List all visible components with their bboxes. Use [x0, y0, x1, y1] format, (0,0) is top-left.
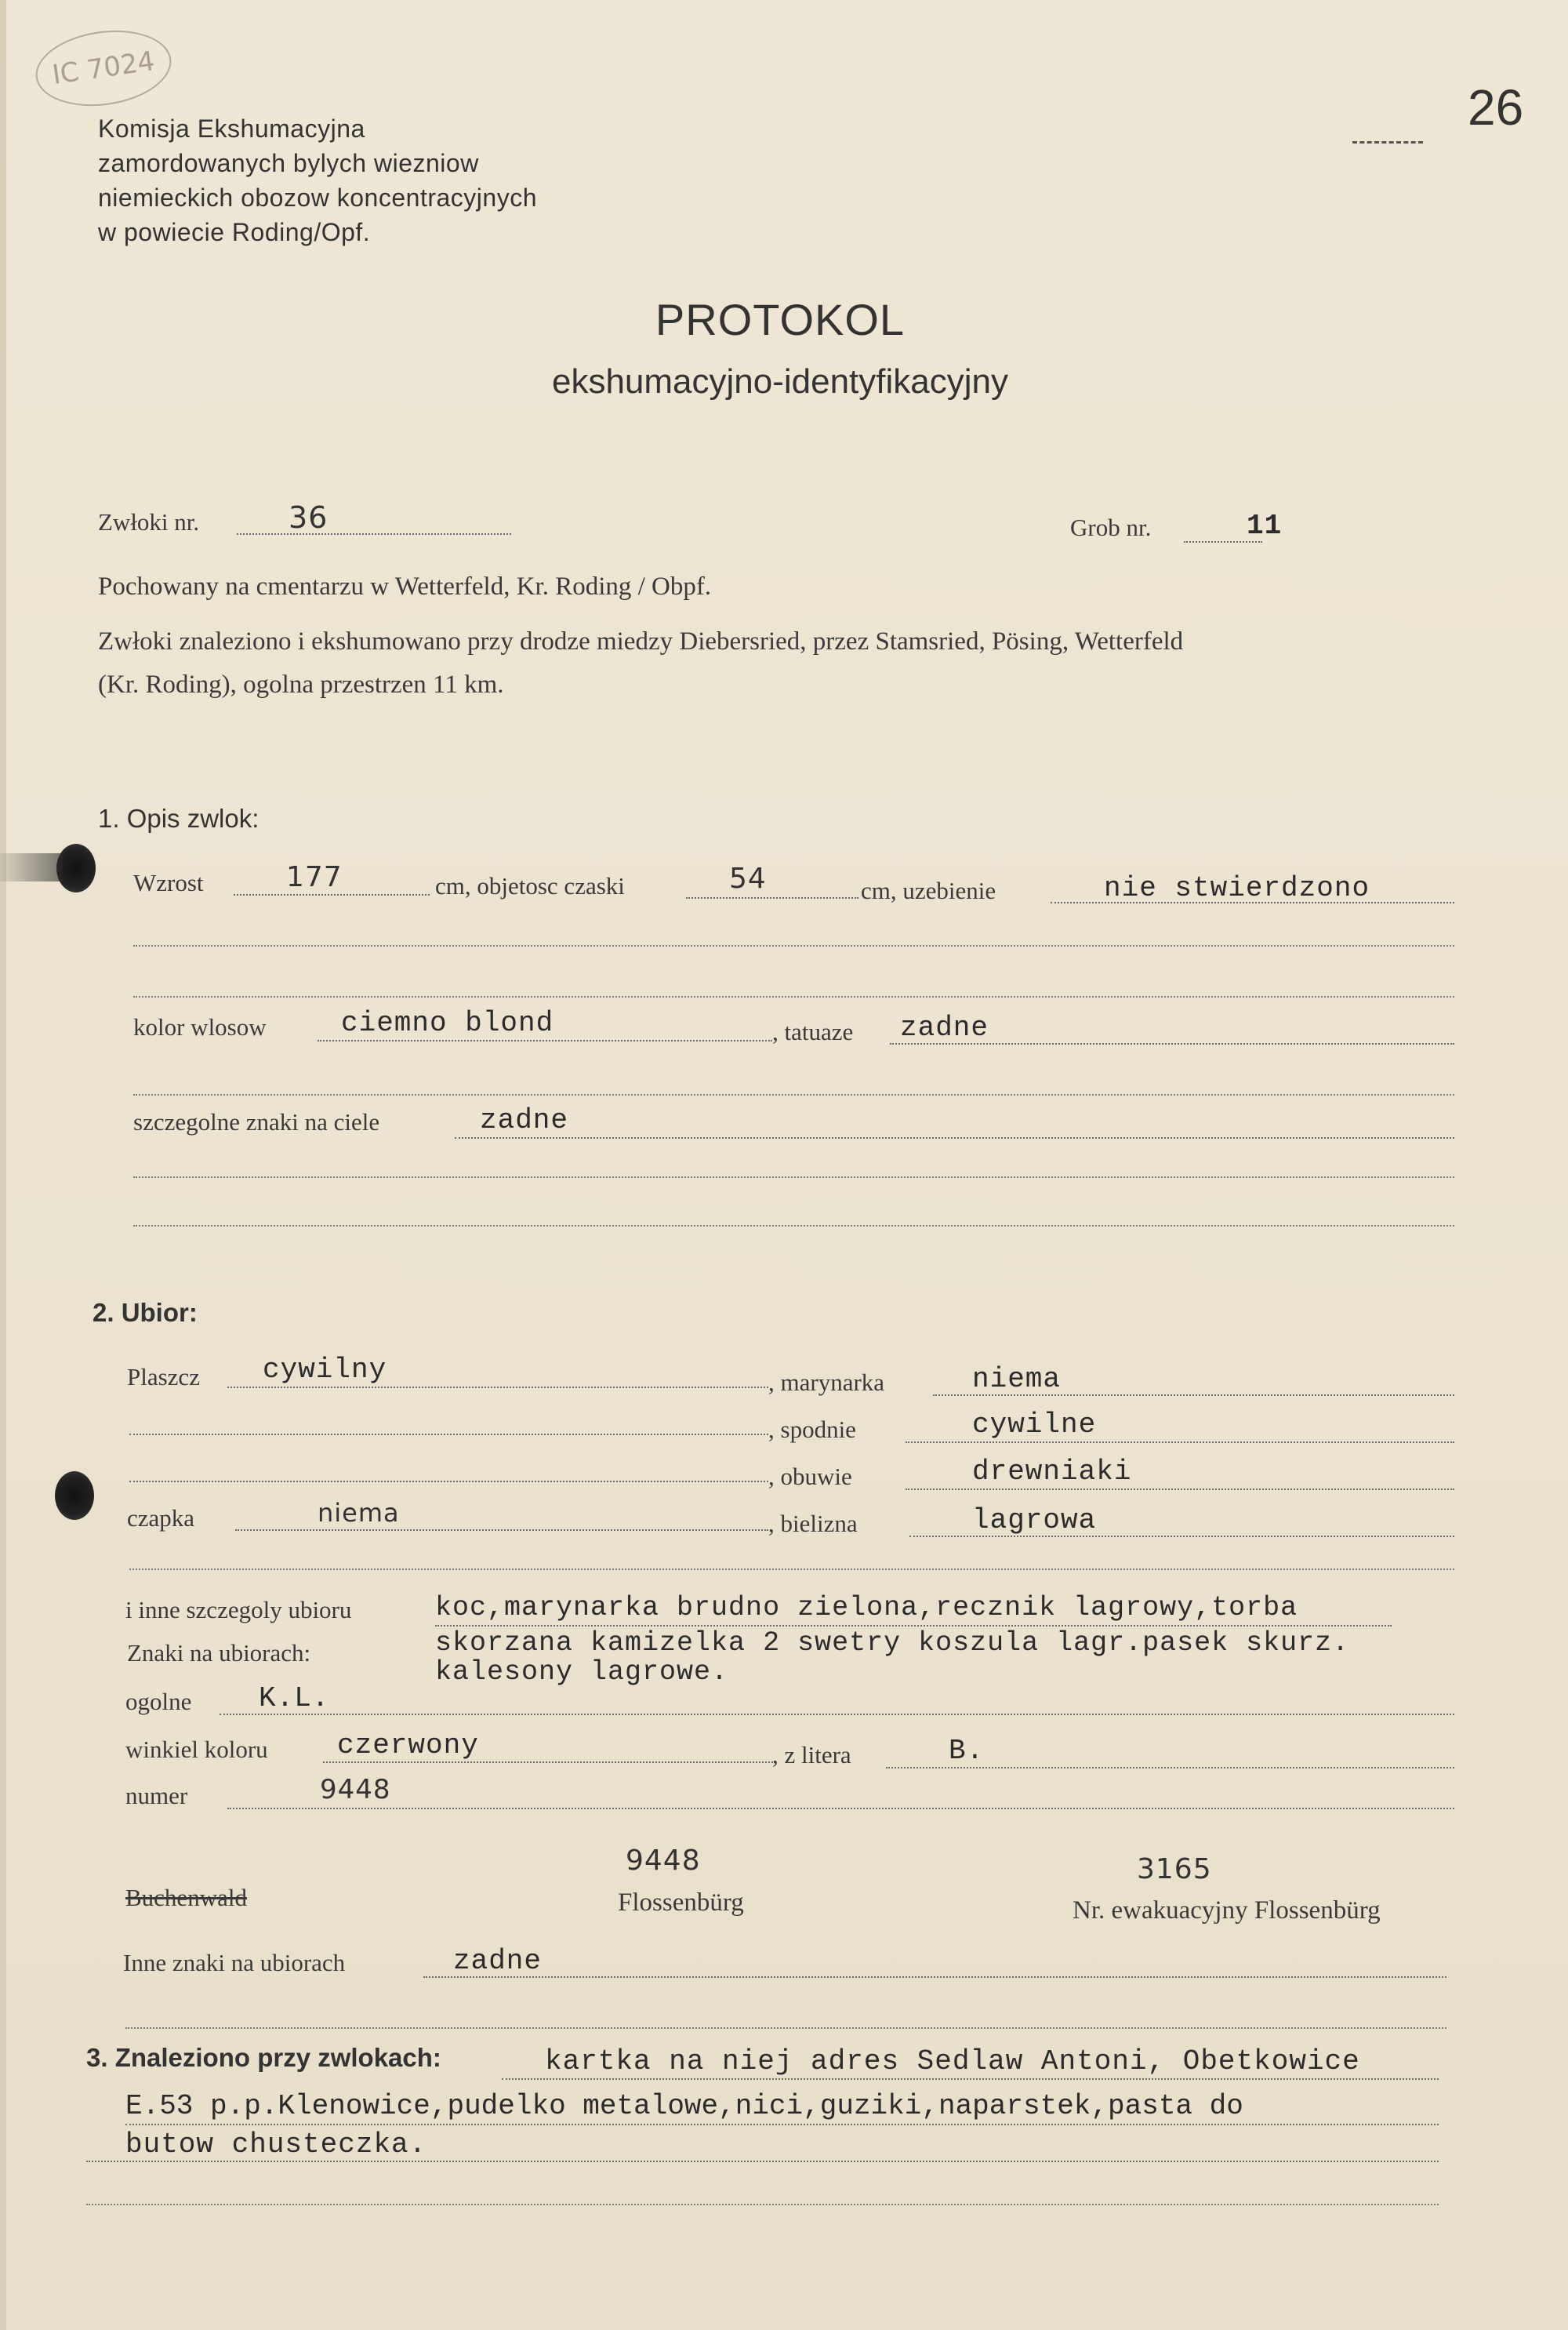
uzebienie-value: nie stwierdzono [1104, 872, 1370, 904]
section1-rule-1 [133, 945, 1454, 947]
zwloki-label: Zwłoki nr. [98, 508, 200, 536]
section3-line-1: kartka na niej adres Sedlaw Antoni, Obetkowice [545, 2045, 1360, 2077]
znaki-cialo-field [455, 1137, 1454, 1139]
czapka-label: czapka [127, 1504, 195, 1532]
section3-field-1 [502, 2078, 1439, 2080]
tatuaze-value: zadne [900, 1012, 989, 1044]
grob-label: Grob nr. [1070, 514, 1152, 541]
inne-szczegoly-field [435, 1625, 1392, 1627]
ewak-label: Nr. ewakuacyjny Flossenbürg [1073, 1896, 1381, 1925]
section3-field-2 [125, 2124, 1439, 2125]
section2-heading: 2. Ubior: [93, 1298, 198, 1327]
commission-line-3: niemieckich obozow koncentracyjnych [98, 184, 537, 212]
numer-value: 9448 [320, 1774, 391, 1805]
commission-header [98, 111, 537, 249]
inne-szczegoly-label: i inne szczegoly ubioru [125, 1596, 352, 1623]
section3-line-3: butow chusteczka. [125, 2128, 427, 2161]
plaszcz-field [227, 1387, 768, 1388]
tatuaze-label: , tatuaze [772, 1018, 854, 1045]
winkiel-field [323, 1761, 776, 1763]
flossenburg-label: Flossenbürg [618, 1888, 744, 1917]
buchenwald-label: Buchenwald [125, 1884, 247, 1911]
section2-rule-1 [129, 1568, 1454, 1570]
inne-szczegoly-line-2: skorzana kamizelka 2 swetry koszula lagr.pasek skurz. [435, 1627, 1350, 1659]
numer-label: numer [125, 1782, 188, 1809]
section1-rule-4 [133, 1176, 1454, 1178]
blank-field-row3 [129, 1481, 768, 1482]
inne-znaki-label: Inne znaki na ubiorach [123, 1949, 346, 1976]
spodnie-field [906, 1441, 1454, 1443]
marynarka-value: niema [972, 1363, 1062, 1395]
cm-uzebienie-label: cm, uzebienie [861, 877, 996, 904]
section1-rule-2 [133, 996, 1454, 998]
commission-line-2: zamordowanych bylych wiezniow [98, 149, 479, 177]
document-title: PROTOKOL [655, 295, 906, 344]
litera-label: , z litera [772, 1741, 851, 1768]
commission-line-1: Komisja Ekshumacyjna [98, 115, 365, 143]
bielizna-label: , bielizna [768, 1510, 858, 1537]
document-subtitle: ekshumacyjno-identyfikacyjny [551, 362, 1009, 401]
wzrost-label: Wzrost [133, 869, 204, 896]
burial-line: Pochowany na cmentarzu w Wetterfeld, Kr. Roding / Obpf. [98, 573, 712, 601]
ogolne-value: K.L. [259, 1682, 330, 1714]
blank-field-row2 [129, 1434, 768, 1435]
section3-line-2: E.53 p.p.Klenowice,pudelko metalowe,nici,guziki,naparstek,pasta do [125, 2090, 1243, 2122]
found-line-2: (Kr. Roding), ogolna przestrzen 11 km. [98, 671, 504, 699]
winkiel-label: winkiel koloru [125, 1736, 268, 1763]
obuwie-field [906, 1489, 1454, 1490]
page-number-dash [1352, 141, 1423, 144]
winkiel-value: czerwony [337, 1729, 479, 1761]
cm-czaszka-label: cm, objetosc czaski [435, 872, 625, 900]
plaszcz-value: cywilny [263, 1354, 387, 1386]
kolor-value: ciemno blond [341, 1007, 554, 1039]
zwloki-field [237, 533, 511, 535]
spodnie-label: , spodnie [768, 1416, 856, 1443]
czaszka-value: 54 [729, 863, 767, 895]
section3-heading: 3. Znaleziono przy zwlokach: [86, 2043, 441, 2072]
znaki-cialo-label: szczegolne znaki na ciele [133, 1108, 380, 1136]
punch-hole-bottom [55, 1471, 94, 1520]
page-number: 26 [1468, 79, 1524, 136]
czapka-value: niema [318, 1498, 400, 1528]
found-line-1: Zwłoki znaleziono i ekshumowano przy drodze miedzy Diebersried, przez Stamsried, Pösing, Wetterfeld [98, 627, 1184, 656]
znaki-ubiorach-label: Znaki na ubiorach: [127, 1639, 311, 1667]
obuwie-value: drewniaki [972, 1456, 1132, 1488]
punch-smudge [0, 853, 63, 881]
litera-value: B. [949, 1735, 985, 1767]
kolor-field [318, 1040, 772, 1041]
obuwie-label: , obuwie [768, 1463, 852, 1490]
inne-szczegoly-line-1: koc,marynarka brudno zielona,recznik lagrowy,torba [435, 1592, 1298, 1623]
archive-stamp: IC 7024 [31, 22, 176, 114]
ewak-number: 3165 [1137, 1853, 1212, 1885]
bielizna-value: lagrowa [972, 1504, 1097, 1536]
flossenburg-number: 9448 [626, 1845, 701, 1877]
inne-znaki-field [423, 1976, 1446, 1978]
czapka-field [235, 1529, 768, 1531]
numer-field [227, 1808, 1454, 1809]
section3-field-3 [86, 2161, 1439, 2162]
commission-line-4: w powiecie Roding/Opf. [98, 218, 371, 246]
section2-rule-2 [125, 2027, 1446, 2029]
wzrost-value: 177 [286, 861, 343, 893]
section1-rule-3 [133, 1094, 1454, 1096]
kolor-label: kolor wlosow [133, 1013, 267, 1041]
ogolne-label: ogolne [125, 1688, 192, 1715]
czaszka-field [686, 897, 858, 899]
spodnie-value: cywilne [972, 1409, 1097, 1441]
section1-rule-5 [133, 1225, 1454, 1227]
wzrost-field [234, 894, 430, 896]
zwloki-value: 36 [289, 500, 328, 535]
page-edge [0, 0, 6, 2330]
section1-heading: 1. Opis zwlok: [98, 804, 260, 833]
inne-znaki-value: zadne [453, 1945, 543, 1977]
ogolne-field [220, 1714, 1454, 1715]
grob-value: 11 [1247, 510, 1283, 542]
section3-rule-1 [86, 2204, 1439, 2205]
znaki-cialo-value: zadne [480, 1104, 569, 1136]
inne-szczegoly-line-3: kalesony lagrowe. [435, 1656, 729, 1688]
litera-field [886, 1767, 1454, 1768]
marynarka-label: , marynarka [768, 1369, 885, 1396]
plaszcz-label: Plaszcz [127, 1363, 200, 1390]
